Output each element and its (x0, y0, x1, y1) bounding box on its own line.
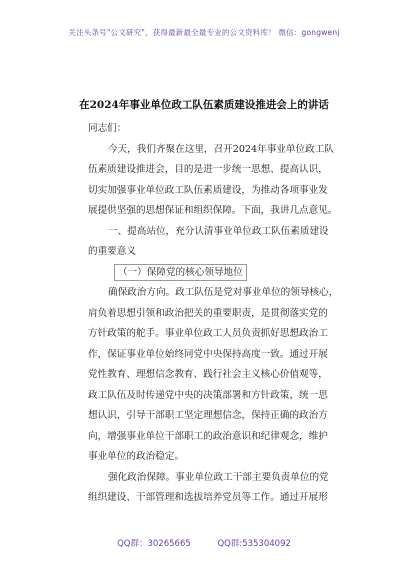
body-line: 党性教育、理想信念教育、践行社会主义核心价值观等， (88, 369, 328, 380)
qq-group-2: QQ群:535304092 (217, 539, 291, 549)
subsection-heading: （一）保障党的核心领导地位 (114, 264, 247, 281)
body-line: 向，增强事业单位干部职工的政治意识和纪律观念，维护 (88, 430, 328, 442)
promo-banner: 关注头条号"公文研究"，获得最新最全最专业的公文资料库！ 微信：gongwenj (68, 28, 340, 37)
body-line: 组织建设、干部管理和选拔培养党员等工作。通过开展形 (88, 492, 328, 503)
salutation: 同志们： (88, 123, 127, 134)
page-title: 在2024年事业单位政工队伍素质建设推进会上的讲话 (79, 99, 329, 111)
body-line: 肩负着思想引领和政治把关的重要职责，是贯彻落实党的 (88, 307, 328, 319)
document-body (88, 119, 354, 509)
body-line: 想认识，引导干部职工坚定理想信念，保持正确的政治方 (88, 410, 328, 421)
body-line: 展提供坚强的思想保证和组织保障。下面，我讲几点意见。 (88, 205, 338, 216)
body-line: 切实加强事业单位政工队伍素质建设，为推动各项事业发 (88, 184, 328, 196)
qq-group-1: QQ群：30265665 (117, 539, 191, 549)
section-heading-cont: 的重要意义 (88, 246, 136, 257)
body-line: 作，保证事业单位始终同党中央保持高度一致。通过开展 (88, 348, 328, 360)
body-line: 政工队伍及时传递党中央的决策部署和方针政策，统一思 (88, 389, 328, 401)
section-heading: 一、提高站位，充分认清事业单位政工队伍素质建设 (108, 225, 329, 237)
body-line: 今天，我们齐聚在这里，召开2024年事业单位政工队 (108, 143, 334, 155)
body-line: 方针政策的舵手。事业单位政工人员负责抓好思想政治工 (88, 328, 328, 339)
body-line: 事业单位的政治稳定。 (88, 451, 184, 462)
body-line: 伍素质建设推进会，目的是进一步统一思想、提高认识， (88, 164, 328, 175)
body-line: 确保政治方向。政工队伍是党对事业单位的领导核心， (108, 287, 339, 298)
footer-contact (0, 537, 408, 549)
body-line: 强化政治保障。事业单位政工干部主要负责单位的党 (108, 471, 329, 483)
